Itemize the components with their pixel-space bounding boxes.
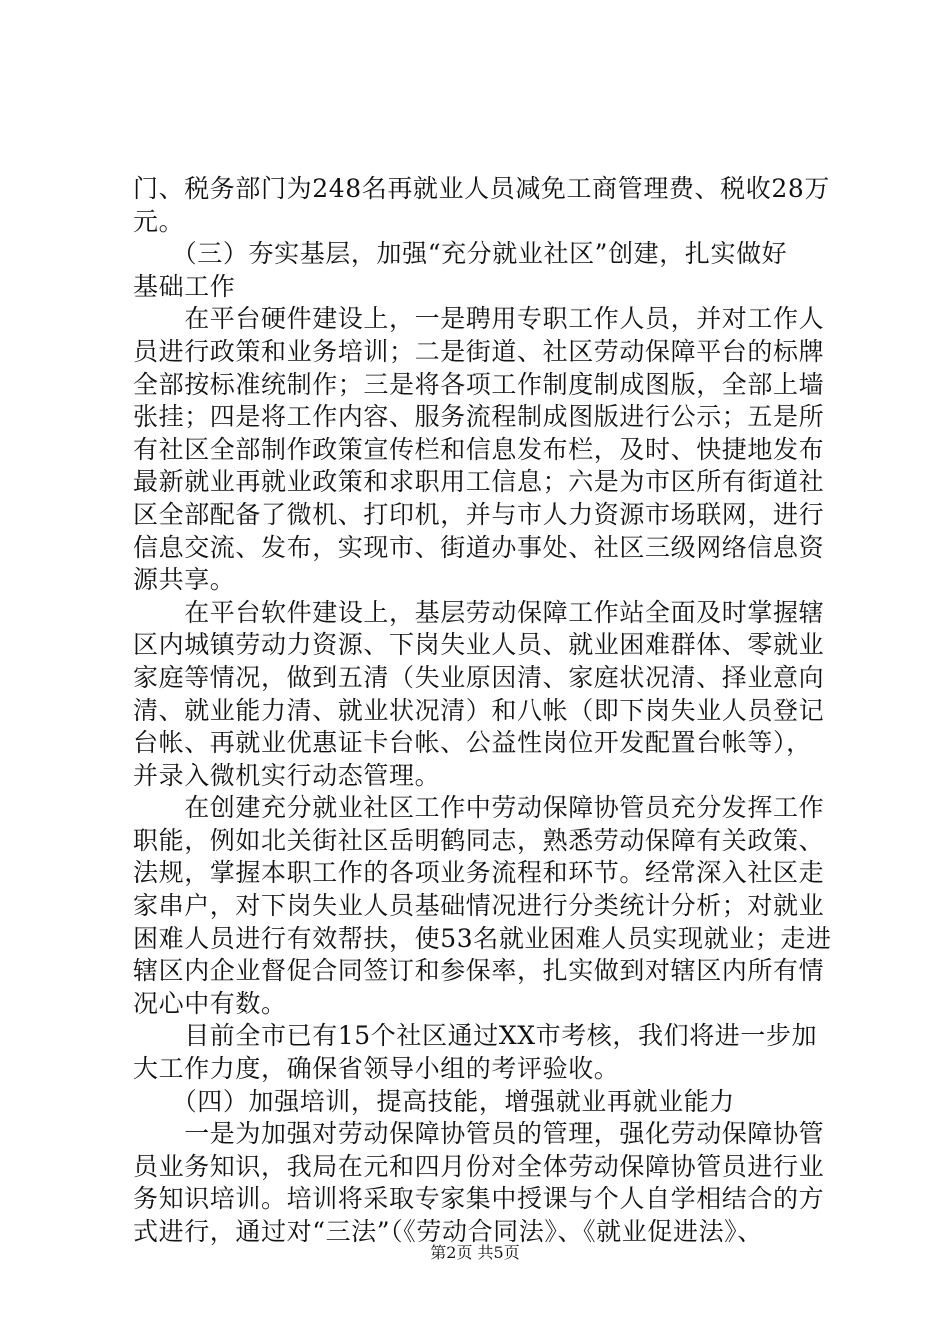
- text-line: 务知识培训。培训将采取专家集中授课与个人自学相结合的方: [133, 1184, 825, 1214]
- text-line: 在平台硬件建设上，一是聘用专职工作人员，并对工作人: [133, 304, 825, 334]
- text-line: 况心中有数。: [133, 988, 287, 1018]
- text-line: 信息交流、发布，实现市、街道办事处、社区三级网络信息资: [133, 532, 825, 562]
- text-line: 困难人员进行有效帮扶，使53名就业困难人员实现就业；走进: [133, 923, 832, 953]
- text-line: 区内城镇劳动力资源、下岗失业人员、就业困难群体、零就业: [133, 630, 825, 660]
- text-line: 张挂；四是将工作内容、服务流程制成图版进行公示；五是所: [133, 402, 825, 432]
- section-heading: （三）夯实基层，加强“充分就业社区”创建，扎实做好: [133, 239, 788, 269]
- text-line: 员业务知识，我局在元和四月份对全体劳动保障协管员进行业: [133, 1151, 825, 1181]
- text-line: 门、税务部门为248名再就业人员减免工商管理费、税收28万: [133, 174, 830, 203]
- text-line: 全部按标准统制作；三是将各项工作制度制成图版，全部上墙: [133, 369, 825, 399]
- text-line: 一是为加强对劳动保障协管员的管理，强化劳动保障协管: [133, 1119, 825, 1149]
- section-heading: （四）加强培训，提高技能，增强就业再就业能力: [133, 1086, 735, 1116]
- text-line: 辖区内企业督促合同签订和参保率，扎实做到对辖区内所有情: [133, 956, 825, 986]
- text-line: 台帐、再就业优惠证卡台帐、公益性岗位开发配置台帐等），: [133, 728, 812, 758]
- text-line: 源共享。: [133, 565, 236, 595]
- text-line: 家庭等情况，做到五清（失业原因清、家庭状况清、择业意向: [133, 662, 825, 692]
- text-line: 大工作力度，确保省领导小组的考评验收。: [133, 1054, 620, 1084]
- page-number-footer: 第2页 共5页: [430, 1243, 520, 1262]
- text-line: 有社区全部制作政策宣传栏和信息发布栏，及时、快捷地发布: [133, 434, 825, 464]
- text-line: 在创建充分就业社区工作中劳动保障协管员充分发挥工作: [133, 793, 825, 823]
- text-line: 区全部配备了微机、打印机，并与市人力资源市场联网，进行: [133, 499, 825, 529]
- section-heading: 基础工作: [133, 271, 236, 301]
- text-line: 目前全市已有15个社区通过XX市考核，我们将进一步加: [133, 1021, 818, 1051]
- document-body: [133, 173, 832, 1249]
- text-line: 元。: [133, 206, 185, 236]
- text-line: 式进行，通过对“三法”（《劳动合同法》、《就业促进法》、: [133, 1217, 763, 1246]
- text-line: 职能，例如北关街社区岳明鹤同志，熟悉劳动保障有关政策、: [133, 825, 825, 855]
- text-line: 家串户，对下岗失业人员基础情况进行分类统计分析；对就业: [133, 891, 825, 921]
- text-line: 员进行政策和业务培训；二是街道、社区劳动保障平台的标牌: [133, 336, 825, 366]
- text-line: 在平台软件建设上，基层劳动保障工作站全面及时掌握辖: [133, 597, 825, 627]
- text-line: 并录入微机实行动态管理。: [133, 760, 441, 790]
- text-line: 法规，掌握本职工作的各项业务流程和环节。经常深入社区走: [133, 858, 825, 888]
- text-line: 最新就业再就业政策和求职用工信息；六是为市区所有街道社: [133, 467, 825, 497]
- text-line: 清、就业能力清、就业状况清）和八帐（即下岗失业人员登记: [133, 695, 825, 725]
